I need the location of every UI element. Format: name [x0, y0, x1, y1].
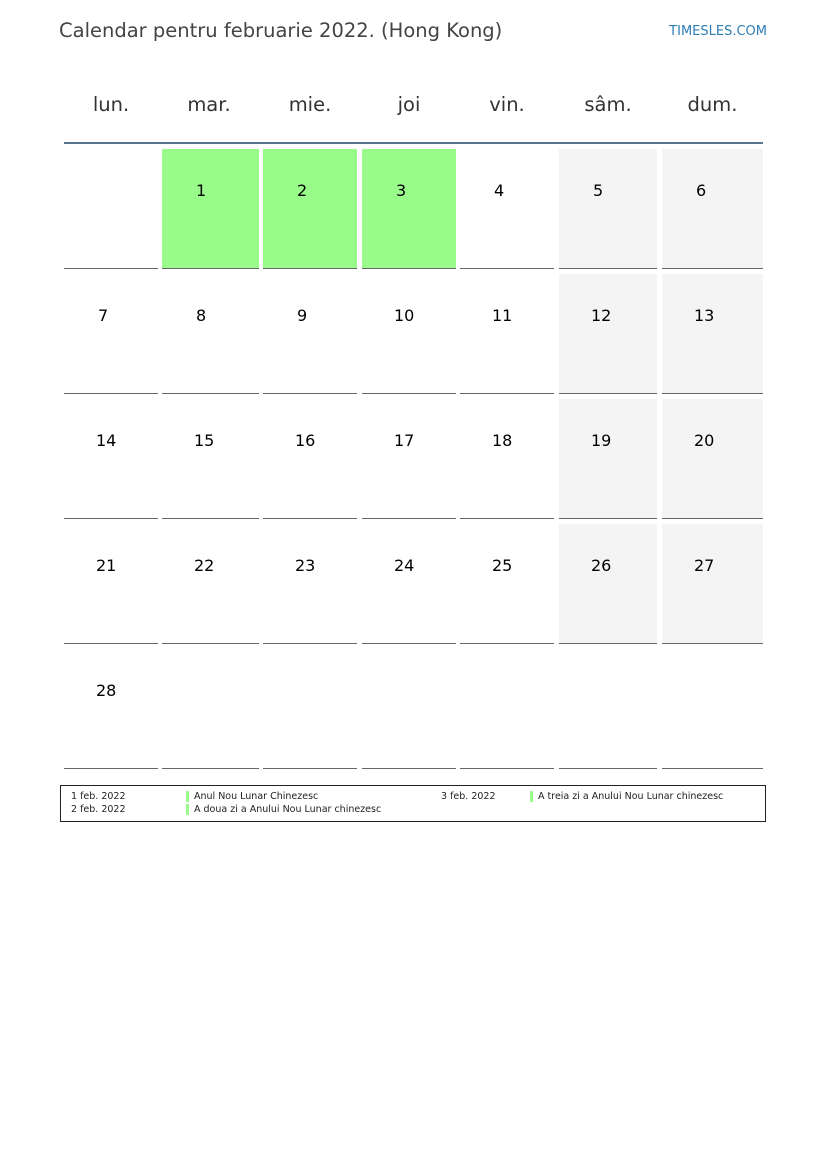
day-cell-20[interactable] — [662, 399, 763, 519]
weekday-mon: lun. — [92, 93, 130, 116]
day-number: 11 — [492, 306, 513, 325]
day-cell-4[interactable] — [460, 149, 554, 269]
day-cell-16[interactable] — [263, 399, 357, 519]
empty-day-cell — [64, 149, 158, 269]
day-cell-7[interactable] — [64, 274, 158, 394]
day-number: 3 — [396, 181, 407, 200]
legend-holiday-name: A doua zi a Anului Nou Lunar chinezesc — [194, 804, 382, 815]
day-cell-18[interactable] — [460, 399, 554, 519]
empty-day-cell — [362, 649, 456, 769]
day-cell-23[interactable] — [263, 524, 357, 644]
day-cell-1[interactable] — [162, 149, 259, 269]
day-number: 24 — [394, 556, 415, 575]
day-cell-27[interactable] — [662, 524, 763, 644]
weekday-header-row — [64, 85, 764, 125]
day-cell-28[interactable] — [64, 649, 158, 769]
day-cell-12[interactable] — [559, 274, 657, 394]
day-cell-26[interactable] — [559, 524, 657, 644]
legend-holiday-name: Anul Nou Lunar Chinezesc — [194, 791, 319, 802]
day-number: 12 — [591, 306, 612, 325]
day-cell-6[interactable] — [662, 149, 763, 269]
day-number: 9 — [297, 306, 308, 325]
weekday-tue: mar. — [187, 93, 231, 116]
day-number: 27 — [694, 556, 715, 575]
weekday-sat: sâm. — [584, 93, 632, 116]
day-number: 18 — [492, 431, 513, 450]
day-number: 20 — [694, 431, 715, 450]
day-number: 15 — [194, 431, 215, 450]
day-number: 17 — [394, 431, 415, 450]
empty-day-cell — [162, 649, 259, 769]
weekday-sun: dum. — [687, 93, 738, 116]
empty-day-cell — [460, 649, 554, 769]
day-number: 4 — [494, 181, 505, 200]
brand-link[interactable]: TIMESLES.COM — [669, 24, 767, 39]
day-cell-11[interactable] — [460, 274, 554, 394]
empty-day-cell — [662, 649, 763, 769]
day-number: 8 — [196, 306, 207, 325]
day-number: 1 — [196, 181, 207, 200]
legend-date: 1 feb. 2022 — [71, 791, 126, 802]
day-cell-21[interactable] — [64, 524, 158, 644]
day-number: 21 — [96, 556, 117, 575]
day-number: 23 — [295, 556, 316, 575]
day-cell-14[interactable] — [64, 399, 158, 519]
day-number: 5 — [593, 181, 604, 200]
empty-day-cell — [559, 649, 657, 769]
holiday-legend — [60, 785, 766, 822]
day-cell-13[interactable] — [662, 274, 763, 394]
weekday-thu: joi — [397, 93, 421, 116]
day-cell-9[interactable] — [263, 274, 357, 394]
holiday-color-marker — [186, 804, 189, 815]
legend-date: 2 feb. 2022 — [71, 804, 126, 815]
day-number: 6 — [696, 181, 707, 200]
day-number: 28 — [96, 681, 117, 700]
day-number: 7 — [98, 306, 109, 325]
day-cell-15[interactable] — [162, 399, 259, 519]
day-number: 26 — [591, 556, 612, 575]
day-cell-22[interactable] — [162, 524, 259, 644]
holiday-color-marker — [186, 791, 189, 802]
day-number: 19 — [591, 431, 612, 450]
day-number: 2 — [297, 181, 308, 200]
page-title: Calendar pentru februarie 2022. (Hong Kong) — [59, 19, 503, 42]
day-number: 13 — [694, 306, 715, 325]
legend-holiday-name: A treia zi a Anului Nou Lunar chinezesc — [538, 791, 724, 802]
day-cell-3[interactable] — [362, 149, 456, 269]
day-cell-19[interactable] — [559, 399, 657, 519]
day-number: 14 — [96, 431, 117, 450]
day-cell-17[interactable] — [362, 399, 456, 519]
weekday-wed: mie. — [288, 93, 332, 116]
day-cell-10[interactable] — [362, 274, 456, 394]
header-divider — [64, 142, 763, 144]
day-number: 25 — [492, 556, 513, 575]
day-number: 22 — [194, 556, 215, 575]
day-cell-25[interactable] — [460, 524, 554, 644]
day-cell-24[interactable] — [362, 524, 456, 644]
day-number: 16 — [295, 431, 316, 450]
day-cell-2[interactable] — [263, 149, 357, 269]
weekday-fri: vin. — [489, 93, 525, 116]
legend-date: 3 feb. 2022 — [441, 791, 496, 802]
day-cell-5[interactable] — [559, 149, 657, 269]
empty-day-cell — [263, 649, 357, 769]
day-cell-8[interactable] — [162, 274, 259, 394]
day-number: 10 — [394, 306, 415, 325]
holiday-color-marker — [530, 791, 533, 802]
